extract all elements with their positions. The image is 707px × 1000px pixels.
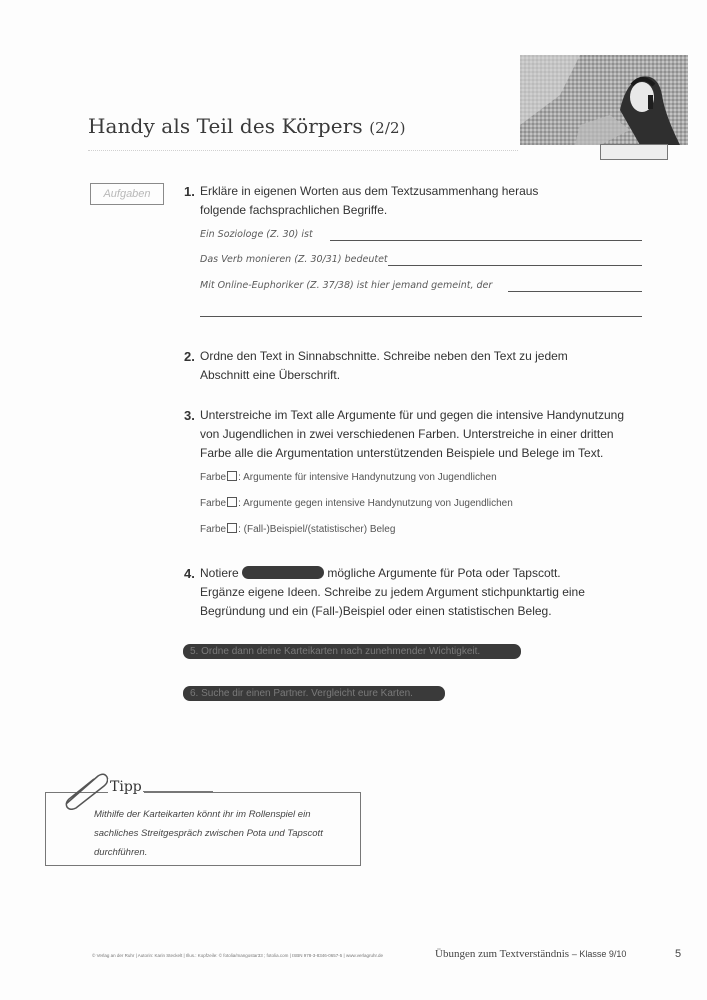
answer-line: [508, 291, 642, 292]
title-part: (2/2): [369, 119, 406, 137]
page-title: [88, 114, 406, 138]
task-2: [184, 347, 614, 385]
task-number: 1.: [184, 184, 195, 199]
task-text: Ordne den Text in Sinnabschnitte. Schreibe neben den Text zu jedem Abschnitt eine Überschrift.: [200, 349, 568, 382]
answer-line: [200, 316, 642, 317]
struck-task-6: 6. Suche dir einen Partner. Vergleicht eure Karten.: [190, 688, 413, 699]
title-divider: [88, 150, 518, 151]
answer-prompt-1: Ein Soziologe (Z. 30) ist: [200, 229, 313, 240]
page-number: 5: [675, 948, 682, 960]
tipp-text: Mithilfe der Karteikarten könnt ihr im Rollenspiel ein sachliches Streitgespräch zwischen Pota und Tapscott durchführen.: [94, 809, 323, 858]
footer-book-title: Übungen zum Textverständnis: [435, 948, 570, 960]
redaction-marker: [242, 566, 324, 579]
answer-prompt-3: Mit Online-Euphoriker (Z. 37/38) ist hier jemand gemeint, der: [200, 280, 493, 291]
answer-line: [388, 265, 642, 266]
checkbox-square-icon: [227, 471, 237, 481]
struck-task-5: 5. Ordne dann deine Karteikarten nach zunehmender Wichtigkeit.: [190, 646, 481, 657]
checkbox-square-icon: [227, 497, 237, 507]
aufgaben-label: Aufgaben: [90, 183, 164, 205]
task-number: 2.: [184, 349, 195, 364]
copyright-line: © Verlag an der Ruhr | Autorin: Karin Steckelt | Illus.: Kopfzeile: © fotolia/mangostar33 ; fotolia.com | ISBN 978-3-8346-0657-5 | www.verlagruhr.de: [92, 953, 383, 958]
photo-frame-base: [600, 144, 668, 160]
color-key-3: [200, 523, 395, 535]
task-number: 3.: [184, 408, 195, 423]
title-text: Handy als Teil des Körpers: [88, 114, 363, 138]
farbe-label: Farbe: [200, 498, 227, 509]
farbe-label: Farbe: [200, 472, 227, 483]
answer-line: [330, 240, 642, 241]
color-key-text: : Argumente gegen intensive Handynutzung von Jugendlichen: [238, 498, 513, 509]
task-text: [200, 564, 636, 621]
footer-title: [435, 948, 626, 960]
task-text-before: Notiere: [200, 566, 239, 580]
tipp-label: Tipp: [110, 779, 142, 795]
header-photo: [520, 55, 688, 145]
task-text-rest: Ergänze eigene Ideen. Schreibe zu jedem Argument stichpunktartig eine Begründung und ein (Fall-)Beispiel oder einen statistischen Beleg.: [200, 585, 585, 618]
task-3: [184, 406, 636, 463]
farbe-label: Farbe: [200, 524, 227, 535]
footer-klasse: – Klasse 9/10: [571, 949, 627, 959]
color-key-text: : (Fall-)Beispiel/(statistischer) Beleg: [238, 524, 396, 535]
task-text: Unterstreiche im Text alle Argumente für und gegen die intensive Handynutzung von Jugendlichen in zwei verschiedenen Farben. Unterstreiche in einer dritten Farbe alle die Argumentation unterstützenden Beispiele und Belege im Text.: [200, 408, 625, 460]
task-text: Erkläre in eigenen Worten aus dem Textzusammenhang heraus folgende fachsprachlichen Begriffe.: [200, 184, 539, 217]
color-key-1: [200, 471, 497, 483]
color-key-2: [200, 497, 513, 509]
task-4: [184, 564, 636, 621]
task-number: 4.: [184, 566, 195, 581]
task-text-after: mögliche Argumente für Pota oder Tapscott.: [327, 566, 561, 580]
task-1: [184, 182, 584, 220]
checkbox-square-icon: [227, 523, 237, 533]
answer-prompt-2: Das Verb monieren (Z. 30/31) bedeutet: [200, 254, 388, 265]
color-key-text: : Argumente für intensive Handynutzung von Jugendlichen: [238, 472, 497, 483]
tipp-rule: [143, 791, 213, 792]
